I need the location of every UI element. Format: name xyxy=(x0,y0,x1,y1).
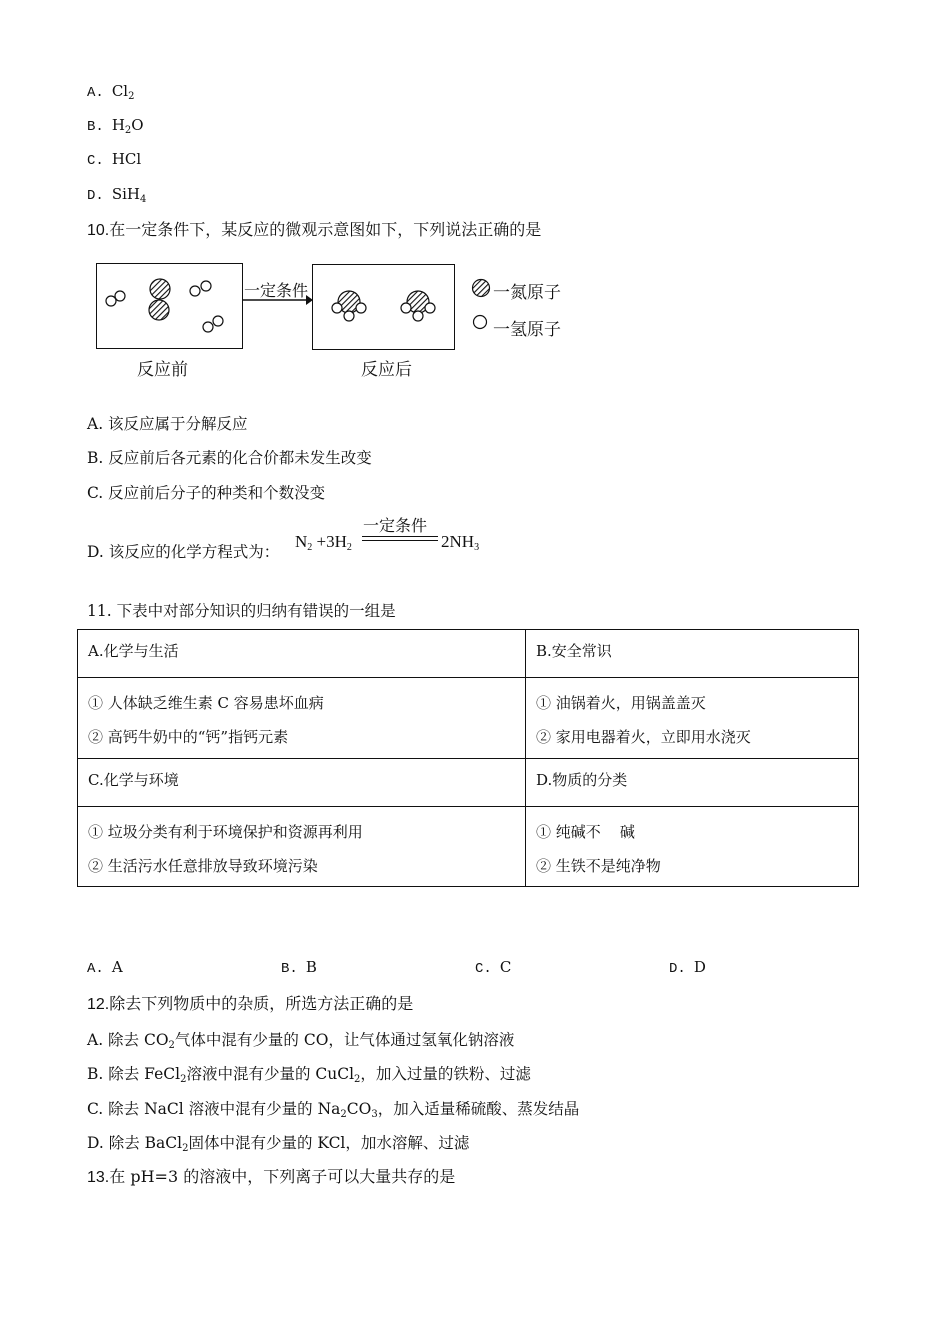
q12-option-a: A. 除去 $CO_2$气体中混有少量的 CO，让气体通过氢氧化钠溶液 xyxy=(87,1031,515,1051)
cell-d-body xyxy=(526,807,859,887)
hydrogen-molecule xyxy=(106,291,125,306)
q12-stem: 12.除去下列物质中的杂质，所选方法正确的是 xyxy=(87,994,414,1013)
equation-condition: 一定条件 xyxy=(363,516,428,535)
cell-b-body xyxy=(526,678,859,759)
before-molecules xyxy=(97,264,242,348)
q9-option-b: B. $H_2O$ xyxy=(87,116,144,136)
cell-a-item-1: ① 人体缺乏维生素 C 容易患坏血病 xyxy=(88,694,324,712)
q9-option-d: D. SiH$_4$ xyxy=(87,185,147,205)
q10-option-c: C. 反应前后分子的种类和个数没变 xyxy=(87,484,326,502)
hydrogen-molecule xyxy=(203,316,223,332)
condition-label: 一定条件 xyxy=(244,281,309,300)
cell-b-item-1: ① 油锅着火，用锅盖盖灭 xyxy=(536,694,706,712)
q13-stem: 13.在 pH=3 的溶液中，下列离子可以大量共存的是 xyxy=(87,1167,456,1186)
cell-a-item-2: ② 高钙牛奶中的“钙”指钙元素 xyxy=(88,728,289,746)
q11-choice-b: B. B xyxy=(281,958,317,977)
q10-option-d: D. 该反应的化学方程式为： xyxy=(87,543,280,561)
legend-hydrogen: 一氢原子 xyxy=(493,320,561,340)
nitrogen-atom-icon xyxy=(473,280,490,297)
q12-option-d: D. 除去 BaCl$_2$固体中混有少量的 KCl，加水溶解、过滤 xyxy=(87,1134,470,1154)
cell-a-head: A.化学与生活 xyxy=(78,630,526,678)
cell-b-head: B.安全常识 xyxy=(526,630,859,678)
legend-nitrogen: 一氮原子 xyxy=(493,283,561,303)
nitrogen-molecule xyxy=(149,279,170,320)
equation-line-top xyxy=(362,536,438,537)
cell-a-body xyxy=(78,678,526,759)
cell-d-head: D.物质的分类 xyxy=(526,759,859,807)
cell-d-item-1: ① 纯碱不 碱 xyxy=(536,823,635,841)
equation-line-bottom xyxy=(362,540,438,541)
q11-choice-d: D. D xyxy=(669,958,706,977)
q11-choice-a: A. A xyxy=(87,958,123,977)
before-box xyxy=(96,263,243,349)
q10-option-b: B. 反应前后各元素的化合价都未发生改变 xyxy=(87,449,372,467)
q10-option-a: A. 该反应属于分解反应 xyxy=(87,415,248,433)
equation-products: $2NH_3$ xyxy=(441,532,480,553)
knowledge-table xyxy=(77,629,859,887)
ammonia-molecule xyxy=(332,291,366,321)
after-box xyxy=(312,264,455,350)
cell-d-item-2: ② 生铁不是纯净物 xyxy=(536,857,661,875)
cell-c-item-1: ① 垃圾分类有利于环境保护和资源再利用 xyxy=(88,823,363,841)
cell-b-item-2: ② 家用电器着火，立即用水浇灭 xyxy=(536,728,751,746)
q12-option-c: C. 除去 NaCl 溶液中混有少量的 $Na_2CO_3$，加入适量稀硫酸、蒸发结晶 xyxy=(87,1100,580,1120)
before-label: 反应前 xyxy=(137,360,188,380)
cell-c-head: C.化学与环境 xyxy=(78,759,526,807)
q11-stem: 11. 下表中对部分知识的归纳有错误的一组是 xyxy=(87,602,396,620)
q9-option-a: A. $Cl_2$ xyxy=(87,82,135,102)
hydrogen-molecule xyxy=(190,281,211,296)
equation-reactants: $N_2 +3H_2$ xyxy=(295,532,352,553)
cell-c-item-2: ② 生活污水任意排放导致环境污染 xyxy=(88,857,318,875)
q12-option-b: B. 除去 FeCl$_2$溶液中混有少量的 CuCl$_2$，加入过量的铁粉、过滤 xyxy=(87,1065,531,1085)
q11-choice-c: C. C xyxy=(475,958,512,977)
after-molecules xyxy=(313,265,454,349)
q9-option-c: C. HCl xyxy=(87,150,142,169)
cell-c-body xyxy=(78,807,526,887)
q10-stem: 10.在一定条件下，某反应的微观示意图如下，下列说法正确的是 xyxy=(87,220,542,239)
ammonia-molecule xyxy=(401,291,435,321)
after-label: 反应后 xyxy=(361,360,412,380)
legend-icons xyxy=(471,278,493,334)
hydrogen-atom-icon xyxy=(474,316,487,329)
